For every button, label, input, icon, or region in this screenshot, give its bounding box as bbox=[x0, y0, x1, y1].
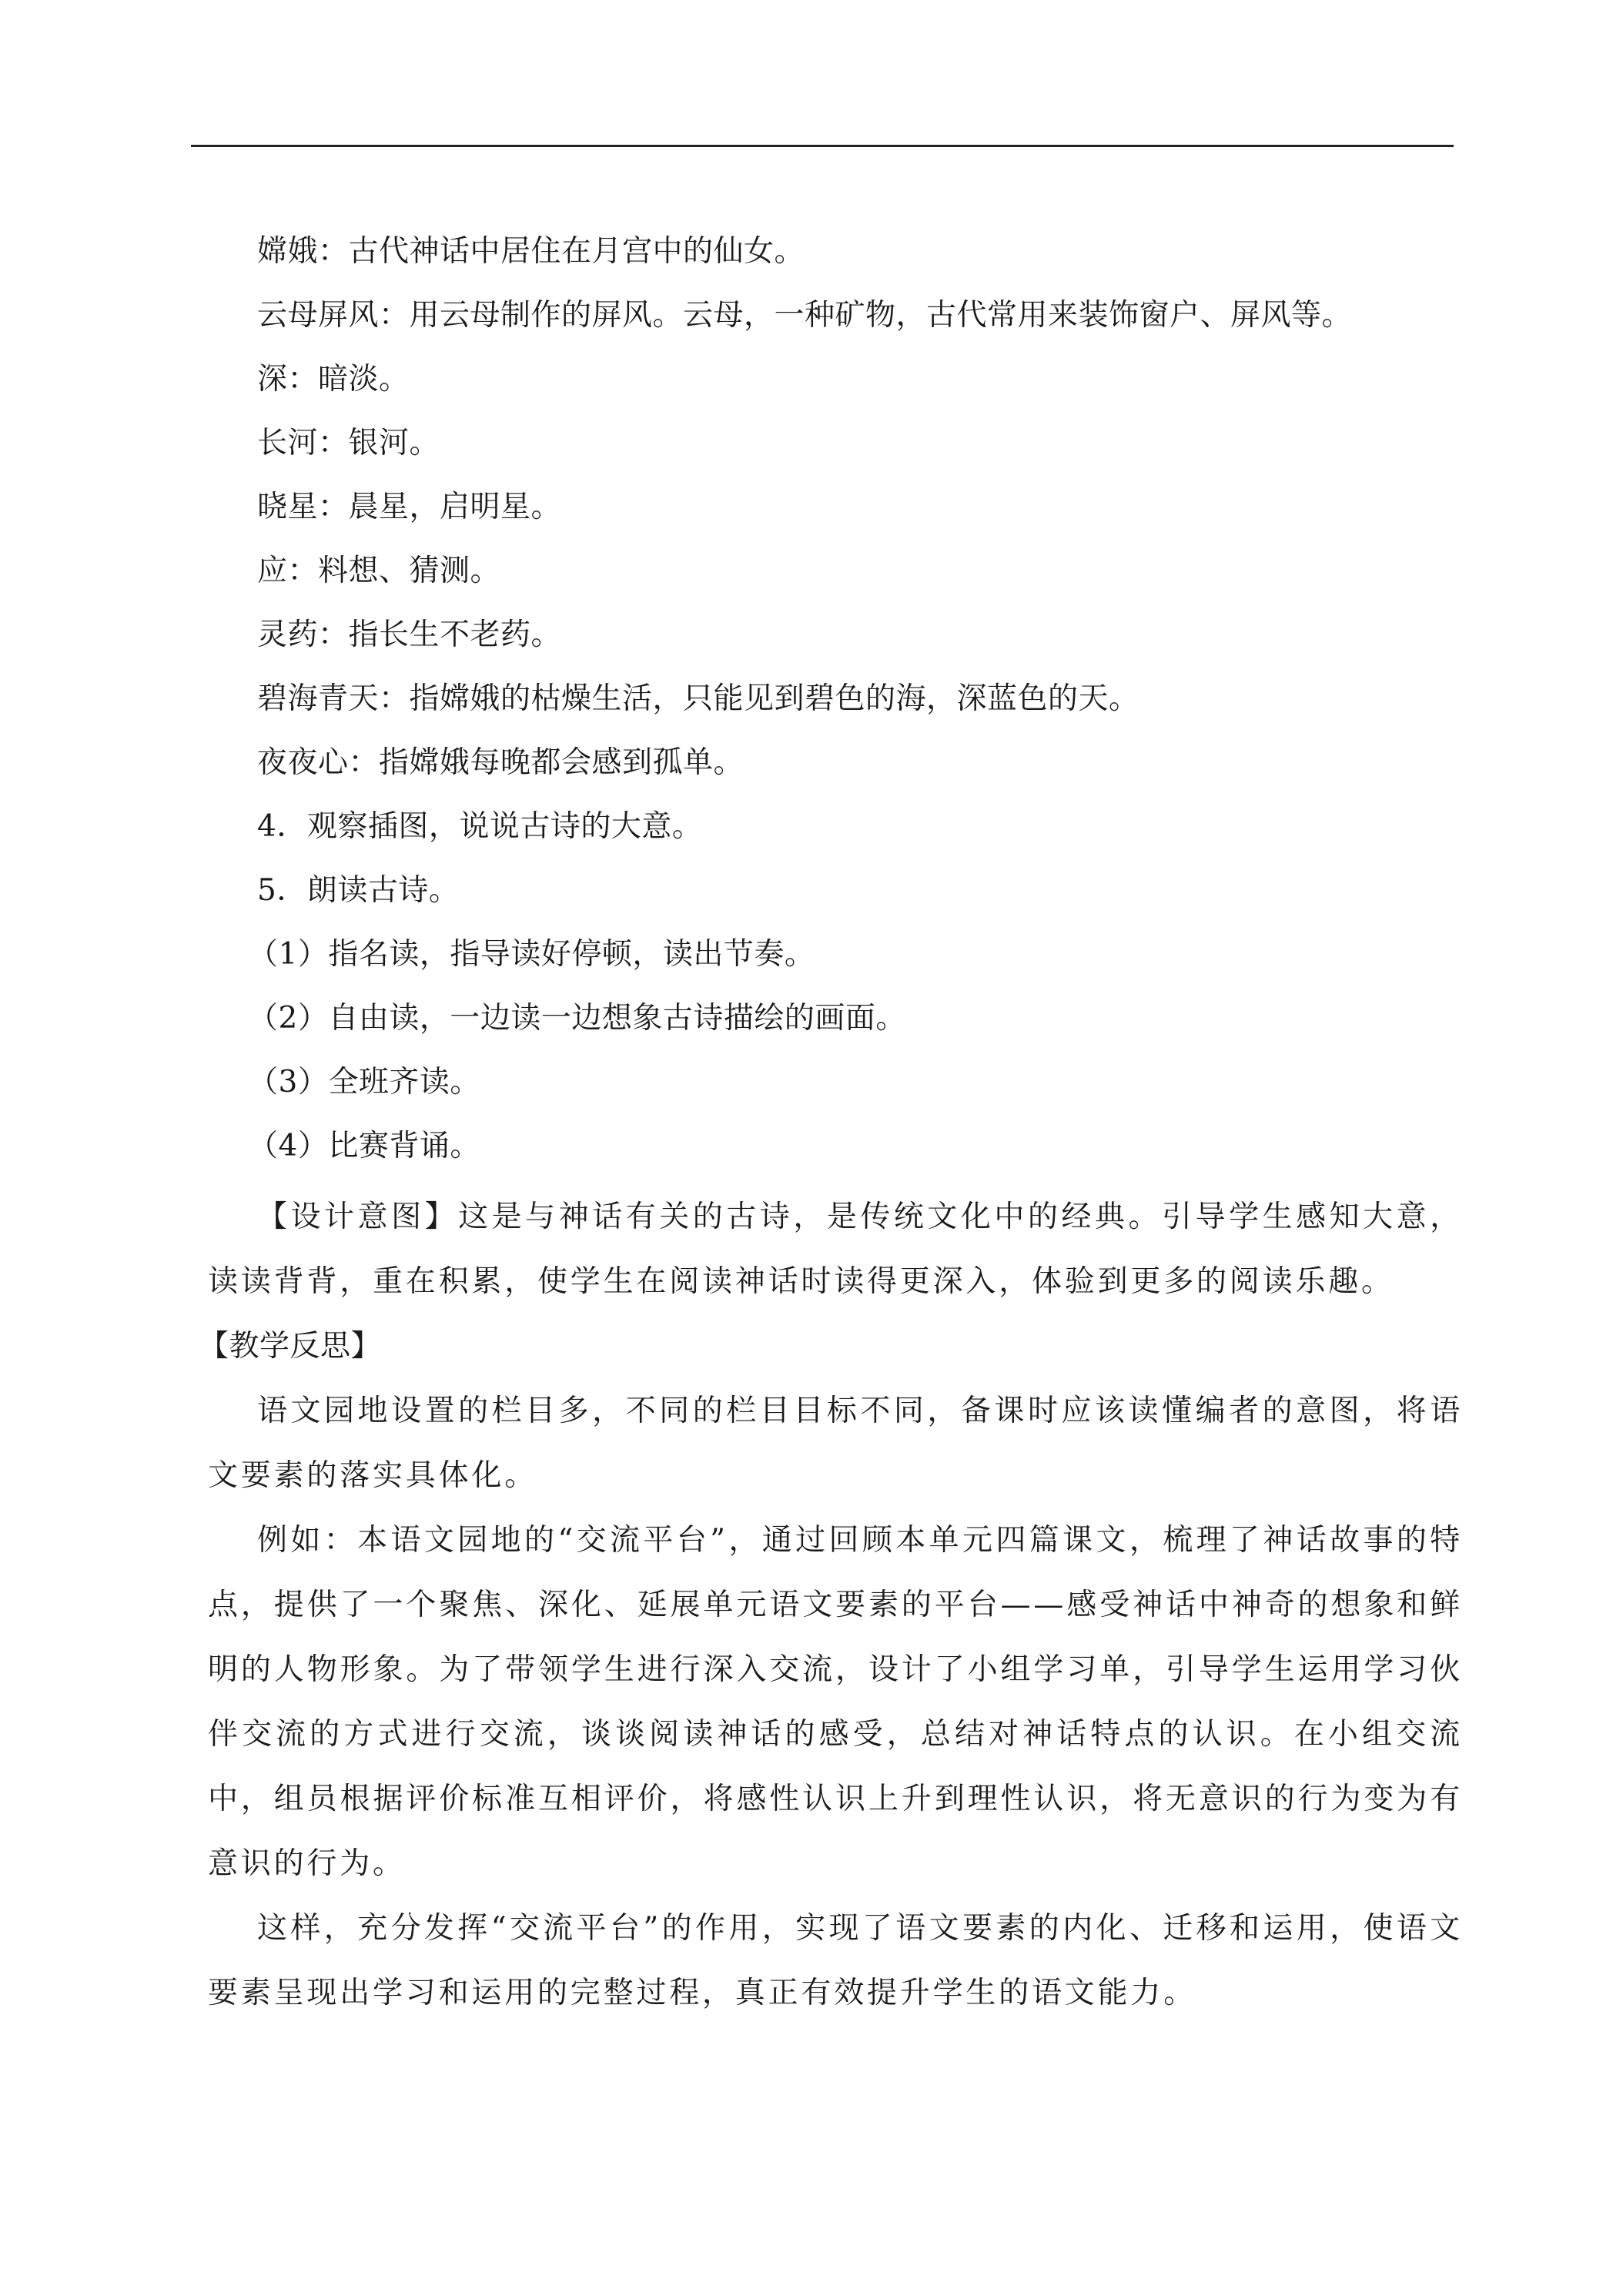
sub-step-item: （3）全班齐读。 bbox=[248, 1065, 480, 1099]
reflection-paragraph: 语文园地设置的栏目多，不同的栏目目标不同，备课时应该读懂编者的意图，将语文要素的落实具体化。 bbox=[208, 1394, 1463, 1493]
design-intent-paragraph: 【设计意图】这是与神话有关的古诗，是传统文化中的经典。引导学生感知大意，读读背背，重在积累，使学生在阅读神话时读得更深入，体验到更多的阅读乐趣。 bbox=[208, 1200, 1463, 1299]
glossary-item: 夜夜心：指嫦娥每晚都会感到孤单。 bbox=[257, 745, 745, 780]
document-body bbox=[199, 231, 1463, 2026]
glossary-item: 晓星：晨星，启明星。 bbox=[257, 490, 562, 524]
glossary-item: 碧海青天：指嫦娥的枯燥生活，只能见到碧色的海，深蓝色的天。 bbox=[257, 681, 1139, 716]
reflection-paragraph: 这样，充分发挥“交流平台”的作用，实现了语文要素的内化、迁移和运用，使语文要素呈现出学习和运用的完整过程，真正有效提升学生的语文能力。 bbox=[208, 1911, 1463, 2010]
glossary-item: 长河：银河。 bbox=[257, 426, 440, 460]
sub-step-item: （4）比赛背诵。 bbox=[248, 1129, 480, 1163]
glossary-item: 应：料想、猜测。 bbox=[257, 554, 501, 588]
glossary-item: 嫦娥：古代神话中居住在月宫中的仙女。 bbox=[257, 234, 805, 269]
reflection-body bbox=[208, 1379, 1463, 2026]
step-item: 5．朗读古诗。 bbox=[257, 873, 460, 908]
glossary-item: 深：暗淡。 bbox=[257, 362, 410, 397]
step-item: 4．观察插图，说说古诗的大意。 bbox=[257, 809, 703, 844]
sub-step-item: （2）自由读，一边读一边想象古诗描绘的画面。 bbox=[248, 1001, 906, 1036]
sub-steps-list bbox=[208, 934, 1463, 1167]
glossary-item: 云母屏风：用云母制作的屏风。云母，一种矿物，古代常用来装饰窗户、屏风等。 bbox=[257, 298, 1353, 333]
reflection-heading: 【教学反思】 bbox=[199, 1329, 382, 1364]
reflection-paragraph: 例如：本语文园地的“交流平台”，通过回顾本单元四篇课文，梳理了神话故事的特点，提供了一个聚焦、深化、延展单元语文要素的平台——感受神话中神奇的想象和鲜明的人物形象。为了带领学生进行深入交流，设计了小组学习单，引导学生运用学习伙伴交流的方式进行交流，谈谈阅读神话的感受，总结对神话特点的认识。在小组交流中，组员根据评价标准互相评价，将感性认识上升到理性认识，将无意识的行为变为有意识的行为。 bbox=[208, 1523, 1463, 1881]
glossary-list bbox=[208, 231, 1463, 784]
steps-list bbox=[208, 806, 1463, 912]
header-rule bbox=[191, 145, 1454, 147]
glossary-item: 灵药：指长生不老药。 bbox=[257, 618, 562, 652]
sub-step-item: （1）指名读，指导读好停顿，读出节奏。 bbox=[248, 937, 815, 972]
